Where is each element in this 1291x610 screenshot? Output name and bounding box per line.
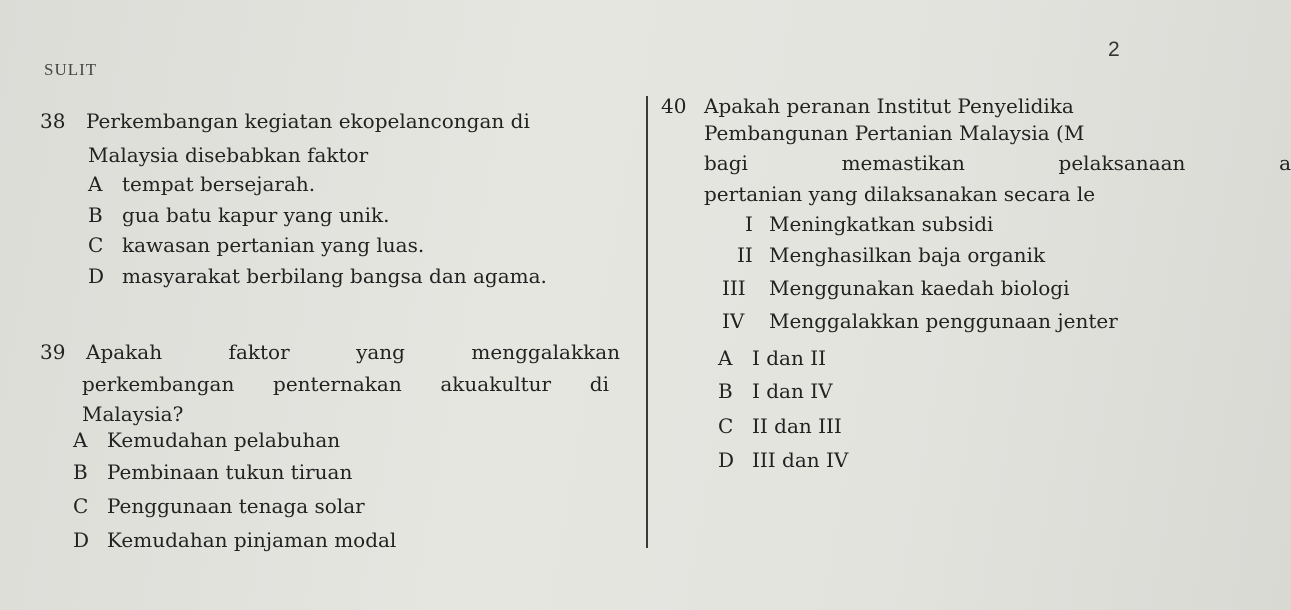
question-39-stem-line1 [40, 340, 620, 364]
option-letter: D [88, 264, 105, 288]
question-38-stem-line1 [40, 109, 530, 133]
option-text: I dan II [752, 346, 827, 370]
stem-text: bagi memastikan pelaksanaan a [704, 151, 1291, 175]
page-number: 2 [1108, 38, 1120, 61]
statement-numeral: II [737, 243, 753, 267]
question-40-stem-line1 [661, 94, 1074, 118]
question-38-option-a [88, 172, 315, 196]
option-letter: D [73, 528, 90, 552]
stem-text: Apakah peranan Institut Penyelidika [704, 94, 1074, 118]
option-text: Pembinaan tukun tiruan [107, 460, 353, 484]
question-40-statement-i [745, 212, 993, 236]
option-text: III dan IV [752, 448, 849, 472]
stem-text: Apakah faktor yang menggalakkan [86, 340, 620, 364]
stem-text: Perkembangan kegiatan ekopelancongan di [86, 109, 530, 133]
question-39-stem-line2 [82, 372, 609, 396]
column-divider [646, 96, 648, 548]
option-letter: B [88, 203, 103, 227]
statement-text: Menggunakan kaedah biologi [769, 276, 1070, 300]
question-number: 39 [40, 340, 66, 364]
option-letter: A [718, 346, 733, 370]
question-40-stem-line4: pertanian yang dilaksanakan secara le [704, 182, 1096, 206]
question-38-option-d [88, 264, 547, 288]
question-39-stem-line3: Malaysia? [82, 402, 184, 426]
statement-numeral: III [722, 276, 746, 300]
option-text: Penggunaan tenaga solar [107, 494, 365, 518]
option-letter: B [73, 460, 88, 484]
question-39-option-a [73, 428, 340, 452]
option-text: I dan IV [752, 379, 833, 403]
option-text: masyarakat berbilang bangsa dan agama. [122, 264, 547, 288]
question-40-stem-line2: Pembangunan Pertanian Malaysia (M [704, 121, 1085, 145]
question-40-option-c [718, 414, 842, 438]
statement-text: Menghasilkan baja organik [769, 243, 1046, 267]
option-text: tempat bersejarah. [122, 172, 316, 196]
option-letter: D [718, 448, 735, 472]
question-40-option-b [718, 379, 833, 403]
question-39-option-c [73, 494, 365, 518]
stem-text: perkembangan penternakan akuakultur di [82, 372, 609, 396]
option-text: II dan III [752, 414, 842, 438]
option-text: gua batu kapur yang unik. [122, 203, 390, 227]
option-text: Kemudahan pinjaman modal [107, 528, 397, 552]
question-38-option-b [88, 203, 390, 227]
question-38-stem-line2: Malaysia disebabkan faktor [88, 143, 369, 167]
question-39-option-b [73, 460, 352, 484]
option-letter: C [88, 233, 104, 257]
option-letter: C [73, 494, 89, 518]
question-number: 38 [40, 109, 66, 133]
question-39-option-d [73, 528, 396, 552]
option-letter: B [718, 379, 733, 403]
question-40-stem-line3 [704, 151, 1291, 175]
statement-numeral: IV [722, 309, 745, 333]
option-text: Kemudahan pelabuhan [107, 428, 341, 452]
statement-text: Meningkatkan subsidi [769, 212, 994, 236]
option-letter: A [88, 172, 103, 196]
question-40-statement-ii [737, 243, 1045, 267]
question-40-statement-iv [722, 309, 1118, 333]
question-40-option-a [718, 346, 826, 370]
option-letter: C [718, 414, 734, 438]
option-text: kawasan pertanian yang luas. [122, 233, 425, 257]
statement-numeral: I [745, 212, 753, 236]
question-40-option-d [718, 448, 848, 472]
option-letter: A [73, 428, 88, 452]
statement-text: Menggalakkan penggunaan jenter [769, 309, 1118, 333]
question-number: 40 [661, 94, 687, 118]
question-40-statement-iii [722, 276, 1070, 300]
sulit-header: SULIT [44, 60, 98, 79]
question-38-option-c [88, 233, 424, 257]
